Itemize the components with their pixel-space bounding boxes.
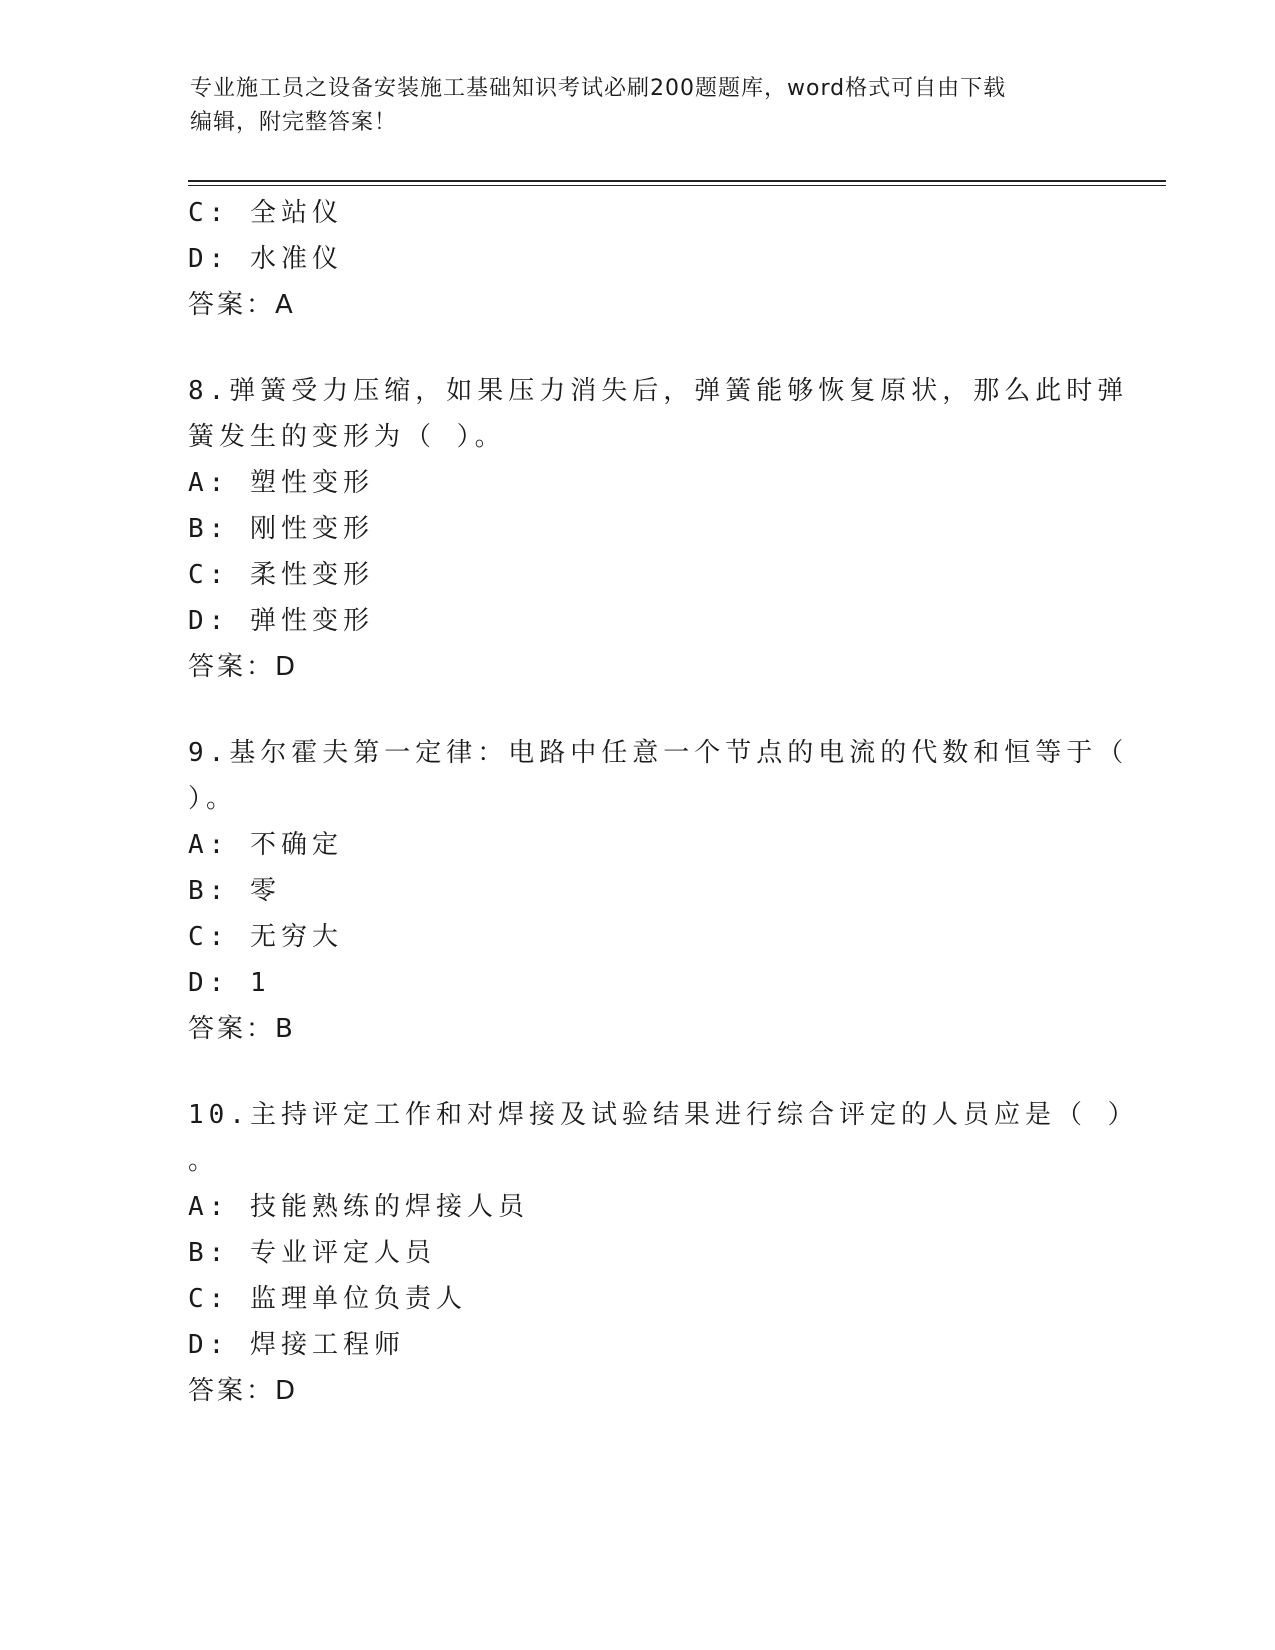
- spacer: [188, 328, 1088, 368]
- option-d: D: 焊接工程师: [188, 1330, 405, 1360]
- document-header: [190, 72, 1090, 140]
- option-d: D: 水准仪: [188, 244, 343, 274]
- question-10: [188, 1092, 1139, 1414]
- question-stem-line2: 簧发生的变形为（ ）。: [188, 422, 506, 452]
- option-b: B: 零: [188, 876, 281, 906]
- option-a: A: 不确定: [188, 830, 343, 860]
- question-7-tail: [188, 190, 1088, 328]
- header-divider-thin: [188, 185, 1166, 186]
- question-stem-line1: 9.基尔霍夫第一定律：电路中任意一个节点的电流的代数和恒等于（: [188, 738, 1129, 768]
- spacer: [188, 1052, 1088, 1092]
- answer-label: 答案：D: [188, 1376, 299, 1406]
- option-b: B: 专业评定人员: [188, 1238, 436, 1268]
- question-9: [188, 730, 1129, 1052]
- question-stem-line2: 。: [188, 1146, 220, 1176]
- option-d: D: 弹性变形: [188, 606, 374, 636]
- header-title-line1: 专业施工员之设备安装施工基础知识考试必刷200题题库，word格式可自由下载: [190, 76, 1007, 101]
- question-stem-line1: 8.弹簧受力压缩，如果压力消失后，弹簧能够恢复原状，那么此时弹: [188, 376, 1129, 406]
- question-stem-line2: ）。: [188, 784, 238, 814]
- header-divider-thick: [188, 180, 1166, 182]
- option-c: C: 全站仪: [188, 198, 343, 228]
- option-b: B: 刚性变形: [188, 514, 374, 544]
- option-c: C: 无穷大: [188, 922, 343, 952]
- option-a: A: 技能熟练的焊接人员: [188, 1192, 529, 1222]
- option-d: D: 1: [188, 968, 271, 998]
- option-c: C: 监理单位负责人: [188, 1284, 467, 1314]
- question-stem-line1: 10.主持评定工作和对焊接及试验结果进行综合评定的人员应是（ ）: [188, 1100, 1139, 1130]
- question-8: [188, 368, 1129, 690]
- answer-label: 答案：B: [188, 1014, 296, 1044]
- option-a: A: 塑性变形: [188, 468, 374, 498]
- option-c: C: 柔性变形: [188, 560, 374, 590]
- answer-label: 答案：A: [188, 290, 296, 320]
- header-title-line2: 编辑，附完整答案！: [190, 110, 398, 135]
- spacer: [188, 690, 1088, 730]
- question-list: [188, 190, 1139, 1414]
- answer-label: 答案：D: [188, 652, 299, 682]
